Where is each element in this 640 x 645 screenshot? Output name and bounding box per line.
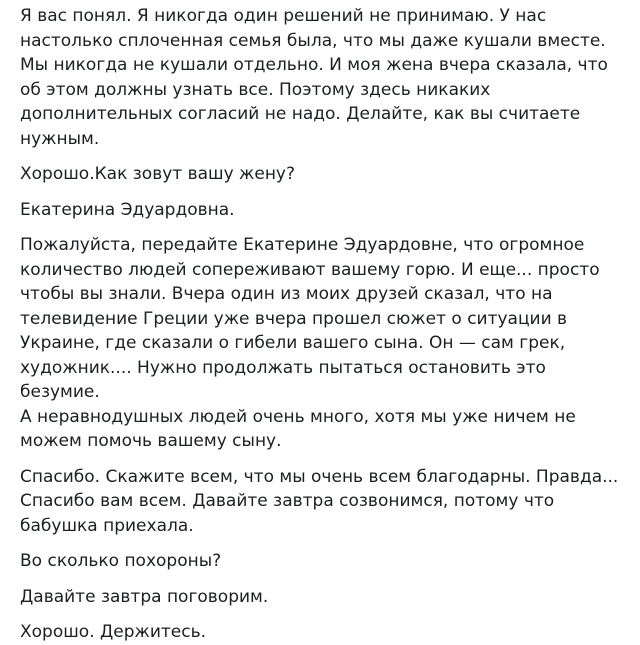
paragraph: Давайте завтра поговорим. (20, 586, 269, 607)
paragraph: Во сколько похороны? (20, 551, 222, 571)
paragraph: Хорошо. Держитесь. (20, 622, 207, 642)
paragraph: Екатерина Эдуардовна. (20, 199, 235, 220)
paragraph: Спасибо. Скажите всем, что мы очень всем благодарны. Правда... Спасибо вам всем. Давайте завтра созвонимся, потому что бабушка приехала. (20, 466, 619, 536)
paragraph: Пожалуйста, передайте Екатерине Эдуардовне, что огромное количество людей сопереживают вашему горю. И еще... просто чтобы вы знали. Вчера один из моих друзей сказал, что на телевидение Греции уже вчера прошел сюжет о ситуации в Украине, где сказали о гибели вашего сына. Он — сам грек, художник.... Нужно продолжать пытаться остановить это безумие. А неравнодушных людей очень много, хотя мы уже ничем не можем помочь вашему сыну. (20, 235, 600, 451)
paragraph: Хорошо.Как зовут вашу жену? (20, 164, 296, 184)
paragraph: Я вас понял. Я никогда один решений не принимаю. У нас настолько сплоченная семья была, что мы даже кушали вместе. Мы никогда не кушали отдельно. И моя жена вчера сказала, что об этом должны узнать все. Поэтому здесь никаких дополнительных согласий не надо. Делайте, как вы считаете нужным. (20, 6, 608, 149)
